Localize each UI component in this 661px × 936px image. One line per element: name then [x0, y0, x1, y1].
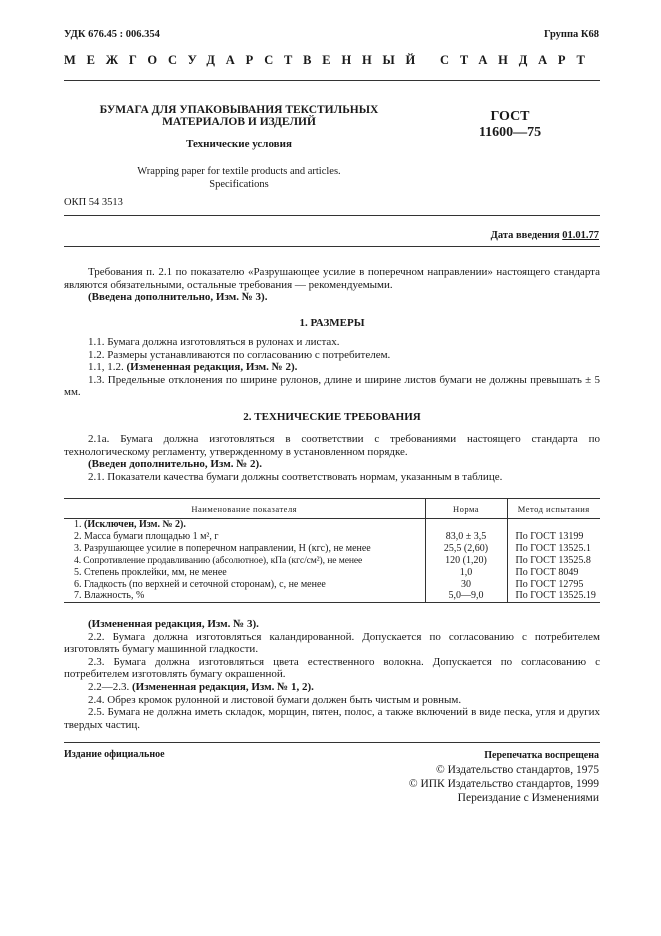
table-note: (Измененная редакция, Изм. № 3).	[88, 618, 259, 630]
section-1-heading: 1. РАЗМЕРЫ	[299, 317, 365, 329]
table-cell-name: 6. Гладкость (по верхней и сеточной сторонам), с, не менее	[74, 578, 326, 590]
table-row	[64, 590, 600, 602]
clause-2-4: 2.4. Обрез кромок рулонной и листовой бумаги должен быть чистым и ровным.	[88, 693, 462, 706]
udk-code: УДК 676.45 : 006.354	[64, 29, 160, 40]
group-code: Группа К68	[543, 29, 599, 40]
section-1-body	[64, 336, 600, 399]
standard-banner: МЕЖГОСУДАРСТВЕННЫЙ СТАНДАРТ	[64, 53, 596, 67]
table-row	[64, 519, 600, 531]
table-cell-norm: 1,0	[425, 567, 507, 579]
english-title	[64, 166, 414, 191]
copyright-1999: © ИПК Издательство стандартов, 1999	[408, 778, 599, 790]
header-divider	[64, 80, 600, 81]
title-line-1: БУМАГА ДЛЯ УПАКОВЫВАНИЯ ТЕКСТИЛЬНЫХ	[99, 104, 379, 116]
copyright-1975: © Издательство стандартов, 1975	[435, 764, 599, 776]
clause-1-3: 1.3. Предельные отклонения по ширине рулонов, длине и ширине листов бумаги не должны превышать ± 5 мм.	[64, 373, 600, 399]
table-cell-norm	[425, 519, 507, 531]
table-cell-name: 5. Степень проклейки, мм, не менее	[74, 566, 227, 578]
table-cell-name: 7. Влажность, %	[64, 590, 425, 602]
table-row	[64, 543, 600, 555]
after-table-body	[64, 618, 600, 731]
table-row	[64, 579, 600, 591]
gost-number	[440, 109, 580, 141]
table-header-method: Метод испытания	[507, 499, 600, 519]
clause-2-2: 2.2. Бумага должна изготовляться каландированной. Допускается по согласованию с потребителем изготовлять бумагу машинной гладкости.	[64, 630, 600, 656]
okp-code: ОКП 54 3513	[64, 197, 123, 208]
clause-1-note	[64, 361, 600, 374]
document-subtitle: Технические условия	[186, 138, 292, 150]
english-title-line-1: Wrapping paper for textile products and articles.	[137, 166, 341, 177]
reissue-note: Переиздание с Изменениями	[457, 792, 599, 804]
table-cell-method: По ГОСТ 13199	[515, 530, 584, 542]
table-cell-name: 4. Сопротивление продавливанию (абсолютное), кПа (кгс/см²), не менее	[74, 554, 363, 566]
table-cell-norm: 5,0—9,0	[425, 590, 507, 602]
clause-1-note-prefix: 1.1, 1.2.	[88, 361, 124, 374]
table-cell-norm: 30	[425, 579, 507, 591]
table-header-norm: Норма	[425, 499, 507, 519]
clause-2-5: 2.5. Бумага не должна иметь складок, морщин, пятен, полос, а также включений в виде песка, угля и других твердых частиц.	[64, 706, 600, 731]
gost-code: 11600—75	[478, 125, 542, 140]
clause-1-note-text: (Измененная редакция, Изм. № 2).	[126, 361, 298, 374]
gost-label: ГОСТ	[490, 109, 530, 124]
table-header-row	[64, 499, 600, 519]
table-cell-method: По ГОСТ 13525.1	[515, 542, 591, 554]
quality-table	[64, 498, 600, 603]
intro-date-value: 01.01.77	[562, 230, 599, 241]
okp-divider	[64, 215, 600, 216]
document-title	[64, 104, 414, 128]
clause-2-note-prefix: 2.2—2.3.	[88, 680, 130, 693]
intro-note: (Введена дополнительно, Изм. № 3).	[88, 291, 268, 304]
table-cell-name: 1. (Исключен, Изм. № 2).	[74, 519, 186, 530]
table-cell-method: По ГОСТ 12795	[515, 578, 584, 590]
table-cell-method: По ГОСТ 13525.8	[515, 554, 591, 566]
table-cell-name: 2. Масса бумаги площадью 1 м², г	[74, 530, 219, 542]
clause-2-3: 2.3. Бумага должна изготовляться цвета естественного волокна. Допускается по согласованию с потребителем изготовлять бумагу окрашенной.	[64, 655, 600, 681]
table-row	[64, 567, 600, 579]
section-2-body	[64, 433, 600, 483]
table-cell-method	[507, 519, 600, 531]
table-cell-method: По ГОСТ 8049	[515, 566, 579, 578]
date-divider	[64, 246, 600, 247]
footer-divider	[64, 742, 600, 743]
clause-1-2: 1.2. Размеры устанавливаются по согласованию с потребителем.	[88, 348, 391, 361]
table-cell-norm: 25,5 (2,60)	[425, 543, 507, 555]
official-edition-label: Издание официальное	[64, 749, 165, 760]
clause-2-1: 2.1. Показатели качества бумаги должны соответствовать нормам, указанным в таблице.	[88, 470, 503, 483]
section-2-heading: 2. ТЕХНИЧЕСКИЕ ТРЕБОВАНИЯ	[243, 411, 421, 423]
copyright-block	[339, 749, 599, 805]
table-header-name: Наименование показателя	[64, 499, 425, 519]
table-row	[64, 555, 600, 567]
clause-1-1: 1.1. Бумага должна изготовляться в рулонах и листах.	[88, 336, 340, 348]
clause-2-note	[64, 681, 600, 694]
table-row	[64, 531, 600, 543]
table-cell-name: 3. Разрушающее усилие в поперечном направлении, Н (кгс), не менее	[74, 542, 371, 554]
intro-block	[64, 266, 600, 304]
table-cell-norm: 120 (1,20)	[425, 555, 507, 567]
table-cell-norm: 83,0 ± 3,5	[425, 531, 507, 543]
clause-2-note-text: (Измененная редакция, Изм. № 1, 2).	[132, 680, 314, 693]
english-title-line-2: Specifications	[209, 178, 269, 190]
intro-date	[491, 230, 599, 241]
intro-paragraph: Требования п. 2.1 по показателю «Разрушающее усилие в поперечном направлении» настоящего стандарта являются обязательными, остальные требования — рекомендуемыми.	[64, 266, 600, 291]
table-cell-method: По ГОСТ 13525.19	[507, 590, 600, 602]
title-line-2: МАТЕРИАЛОВ И ИЗДЕЛИЙ	[162, 116, 316, 128]
clause-2-1a-note: (Введен дополнительно, Изм. № 2).	[88, 458, 262, 471]
clause-2-1a: 2.1а. Бумага должна изготовляться в соответствии с требованиями настоящего стандарта по технологическому регламенту, утвержденному в установленном порядке.	[64, 433, 600, 458]
reprint-notice: Перепечатка воспрещена	[484, 750, 599, 761]
intro-date-label: Дата введения	[490, 230, 560, 241]
